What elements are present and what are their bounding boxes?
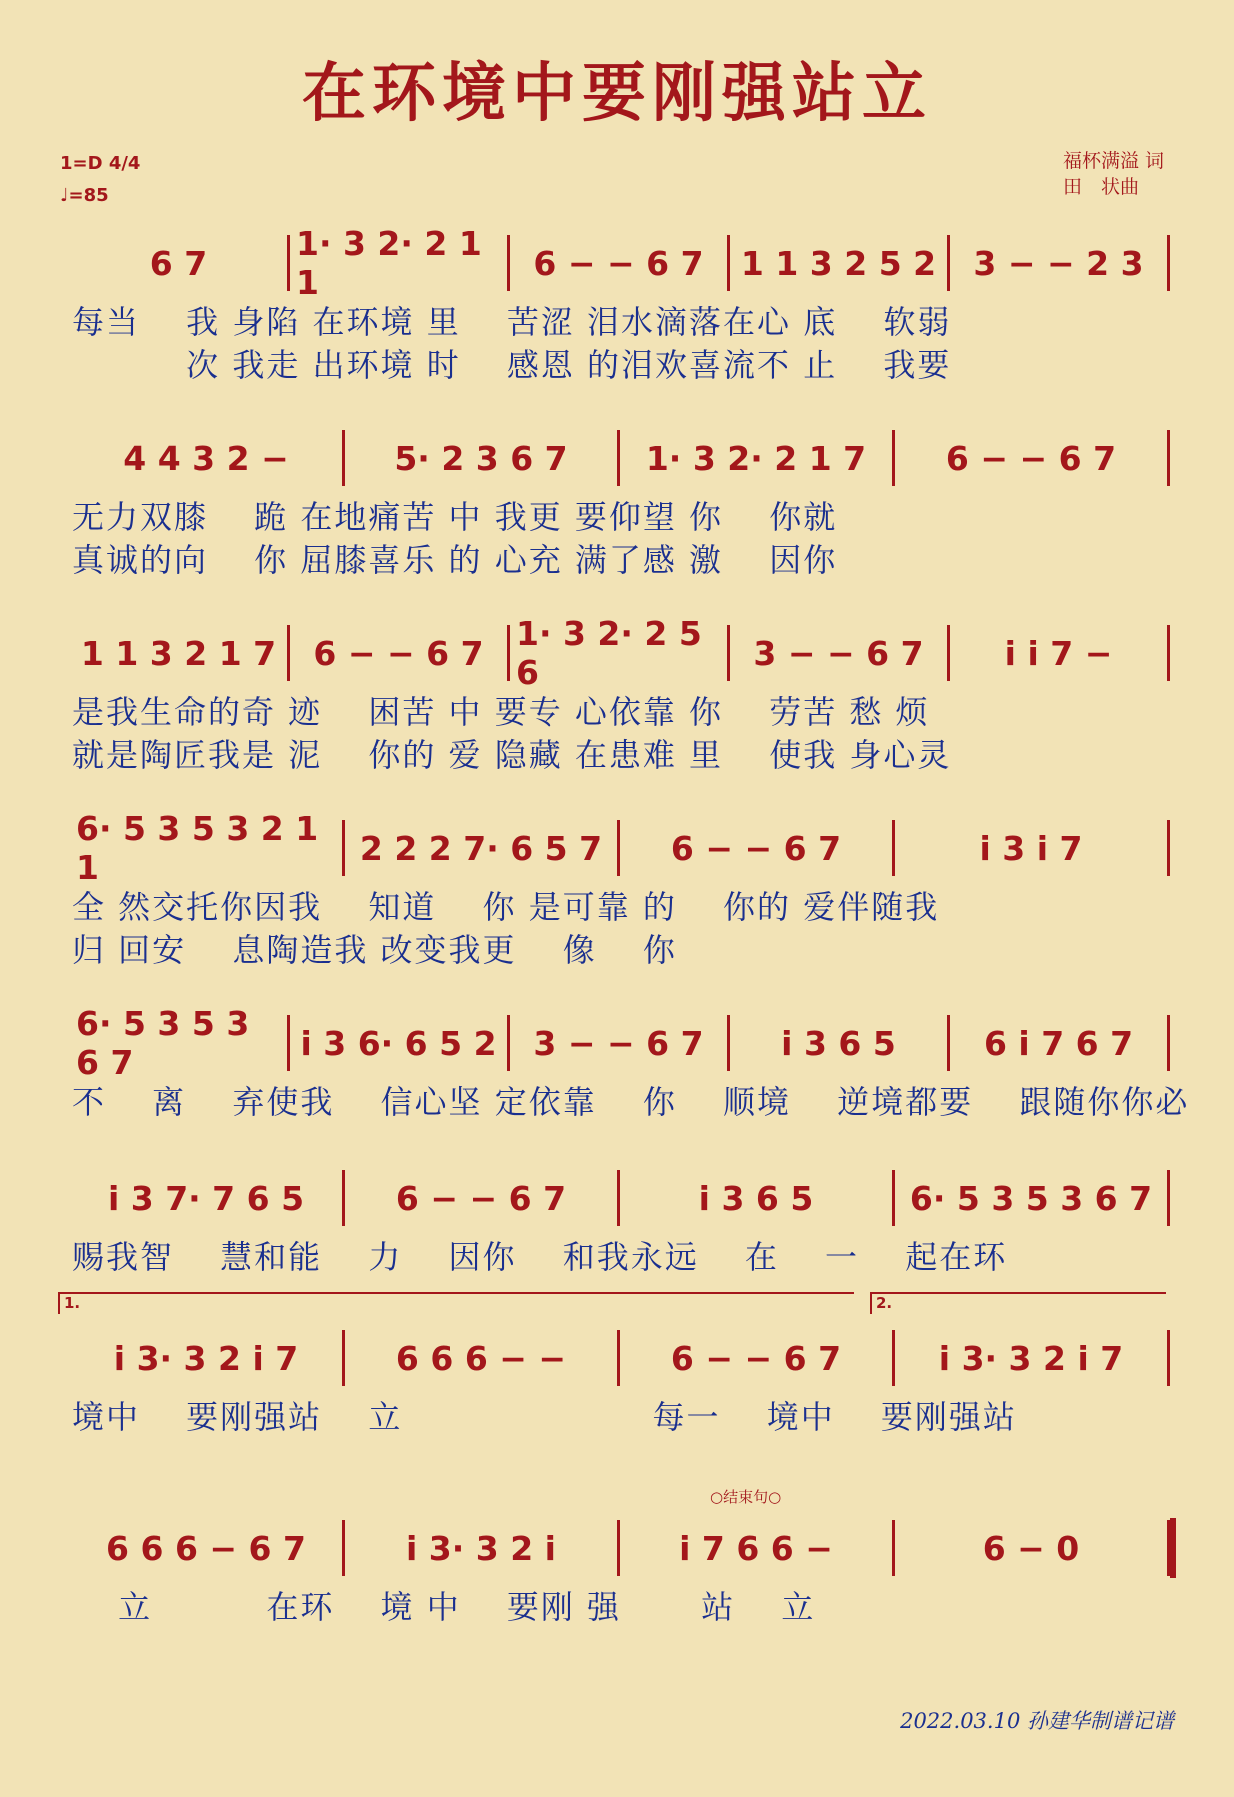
measure bbox=[345, 1330, 620, 1386]
measure bbox=[950, 1015, 1170, 1071]
measure bbox=[730, 625, 950, 681]
measure-notes: 6 7 bbox=[149, 243, 208, 283]
measure bbox=[730, 235, 950, 291]
measure-notes: 3 − − 2 3 bbox=[973, 243, 1144, 283]
measure-notes: 6 − − 6 7 bbox=[670, 828, 842, 868]
measure-notes: 1 1 3 2 5 2 bbox=[740, 243, 937, 283]
score-system bbox=[70, 614, 1170, 785]
tempo-marking: ♩=85 bbox=[60, 185, 109, 206]
page-title: 在环境中要刚强站立 bbox=[302, 56, 932, 131]
lyric-verse-2: 就是陶匠我是 泥 你的 爱 隐藏 在患难 里 使我 身心灵 bbox=[72, 736, 952, 774]
measure-notes: i 3 6 5 bbox=[781, 1023, 896, 1063]
lyric-verse-1: 无力双膝 跪 在地痛苦 中 我更 要仰望 你 你就 bbox=[72, 498, 838, 536]
measure-notes: i 3 i 7 bbox=[979, 828, 1083, 868]
measure bbox=[895, 1330, 1170, 1386]
volta-first-ending: 1. bbox=[58, 1292, 854, 1314]
score-system bbox=[70, 430, 1170, 590]
measure bbox=[895, 1170, 1170, 1226]
measure-notes: 1· 3 2· 2 1 7 bbox=[645, 438, 867, 478]
score-system bbox=[64, 1294, 1170, 1490]
measure bbox=[620, 1520, 895, 1576]
measure-notes: 6 − − 6 7 bbox=[313, 633, 484, 673]
measure bbox=[620, 1330, 895, 1386]
final-barline bbox=[1170, 1518, 1176, 1578]
measure bbox=[895, 1520, 1170, 1576]
transcriber-signature: 2022.03.10 孙建华制谱记谱 bbox=[900, 1709, 1174, 1733]
measure-notes: i 3· 3 2 i bbox=[406, 1528, 556, 1568]
measure bbox=[345, 1520, 620, 1576]
measure-notes: 6 − − 6 7 bbox=[533, 243, 704, 283]
measure bbox=[290, 224, 510, 302]
measure-row bbox=[70, 430, 1170, 486]
measure-notes: 6 i 7 6 7 bbox=[983, 1023, 1134, 1063]
measure-notes: i i 7 − bbox=[1004, 633, 1113, 673]
song-credits bbox=[1063, 148, 1164, 200]
lyric-verse-1: 立 在环 境 中 要刚 强 站 立 bbox=[72, 1588, 816, 1626]
lyric-verse-1: 赐我智 慧和能 力 因你 和我永远 在 一 起在环 bbox=[72, 1238, 1008, 1276]
measure-row bbox=[70, 1004, 1170, 1082]
measure bbox=[290, 625, 510, 681]
measure bbox=[70, 1520, 345, 1576]
score-system bbox=[70, 1004, 1190, 1175]
lyric-verse-2: 次 我走 出环境 时 感恩 的泪欢喜流不 止 我要 bbox=[72, 346, 952, 384]
measure-row bbox=[70, 224, 1170, 302]
score-system bbox=[70, 1488, 1170, 1680]
measure-notes: 6 6 6 − 6 7 bbox=[106, 1528, 306, 1568]
measure-notes: 5· 2 3 6 7 bbox=[394, 438, 568, 478]
lyricist-credit: 福杯满溢 词 bbox=[1062, 150, 1164, 172]
measure-notes: 6 − 0 bbox=[982, 1528, 1080, 1568]
measure bbox=[510, 235, 730, 291]
measure bbox=[70, 1170, 345, 1226]
measure bbox=[70, 235, 290, 291]
measure-notes: i 3· 3 2 i 7 bbox=[113, 1338, 299, 1378]
measure-notes: i 7 6 6 − bbox=[679, 1528, 833, 1568]
measure-row bbox=[70, 1330, 1170, 1386]
measure bbox=[510, 1015, 730, 1071]
coda-label: ○结束句○ bbox=[710, 1488, 782, 1506]
measure-notes: i 3 6 5 bbox=[698, 1178, 814, 1218]
measure bbox=[620, 430, 895, 486]
measure-notes: 6 − − 6 7 bbox=[670, 1338, 842, 1378]
measure-notes: i 3· 3 2 i 7 bbox=[938, 1338, 1124, 1378]
lyric-verse-2: 真诚的向 你 屈膝喜乐 的 心充 满了感 激 因你 bbox=[72, 541, 838, 579]
score-system bbox=[70, 809, 1170, 980]
lyric-verse-1: 是我生命的奇 迹 困苦 中 要专 心依靠 你 劳苦 愁 烦 bbox=[72, 693, 930, 731]
measure-notes: 2 2 2 7· 6 5 7 bbox=[359, 828, 603, 868]
measure bbox=[895, 820, 1170, 876]
measure-notes: 1· 3 2· 2 5 6 bbox=[516, 614, 702, 692]
measure bbox=[70, 1330, 345, 1386]
measure-notes: 6· 5 3 5 3 2 1 1 bbox=[76, 809, 319, 887]
measure bbox=[345, 1170, 620, 1226]
key-signature: 1=D 4/4 bbox=[60, 153, 141, 174]
measure-notes: 3 − − 6 7 bbox=[753, 633, 924, 673]
measure-notes: 6 − − 6 7 bbox=[945, 438, 1117, 478]
measure-notes: 3 − − 6 7 bbox=[533, 1023, 704, 1063]
measure-notes: 1· 3 2· 2 1 1 bbox=[296, 224, 482, 302]
measure-row bbox=[70, 1170, 1170, 1226]
measure bbox=[950, 235, 1170, 291]
lyric-verse-2: 归 回安 息陶造我 改变我更 像 你 bbox=[72, 931, 677, 969]
measure bbox=[620, 820, 895, 876]
composer-credit: 田 状曲 bbox=[1062, 176, 1139, 198]
measure-notes: 6· 5 3 5 3 6 7 bbox=[76, 1004, 250, 1082]
measure bbox=[290, 1015, 510, 1071]
song-meta-left bbox=[60, 148, 140, 212]
measure bbox=[70, 809, 345, 887]
measure-notes: 6 6 6 − − bbox=[395, 1338, 567, 1378]
measure-notes: 4 4 3 2 − bbox=[123, 438, 289, 478]
measure bbox=[730, 1015, 950, 1071]
lyric-verse-1: 全 然交托你因我 知道 你 是可靠 的 你的 爱伴随我 bbox=[72, 888, 940, 926]
measure bbox=[70, 430, 345, 486]
measure-row bbox=[70, 809, 1170, 887]
measure bbox=[950, 625, 1170, 681]
volta-second-ending: 2. bbox=[870, 1292, 1166, 1314]
lyric-verse-1: 每当 我 身陷 在环境 里 苦涩 泪水滴落在心 底 软弱 bbox=[72, 303, 952, 341]
measure bbox=[620, 1170, 895, 1226]
measure bbox=[510, 614, 730, 692]
lyric-verse-1: 不 离 弃使我 信心坚 定依靠 你 顺境 逆境都要 跟随你你必 bbox=[72, 1083, 1190, 1121]
measure-notes: 1 1 3 2 1 7 bbox=[80, 633, 277, 673]
measure bbox=[70, 1004, 290, 1082]
measure-notes: 6 − − 6 7 bbox=[395, 1178, 567, 1218]
measure bbox=[345, 820, 620, 876]
measure-notes: 6· 5 3 5 3 6 7 bbox=[909, 1178, 1153, 1218]
lyric-verse-1: 境中 要刚强站 立 每一 境中 要刚强站 bbox=[72, 1398, 1017, 1436]
measure-row bbox=[70, 614, 1170, 692]
measure bbox=[895, 430, 1170, 486]
measure-row bbox=[70, 1520, 1170, 1576]
measure-notes: i 3 7· 7 6 5 bbox=[107, 1178, 305, 1218]
score-system bbox=[70, 224, 1170, 395]
measure-notes: i 3 6· 6 5 2 bbox=[300, 1023, 497, 1063]
measure bbox=[70, 625, 290, 681]
measure bbox=[345, 430, 620, 486]
